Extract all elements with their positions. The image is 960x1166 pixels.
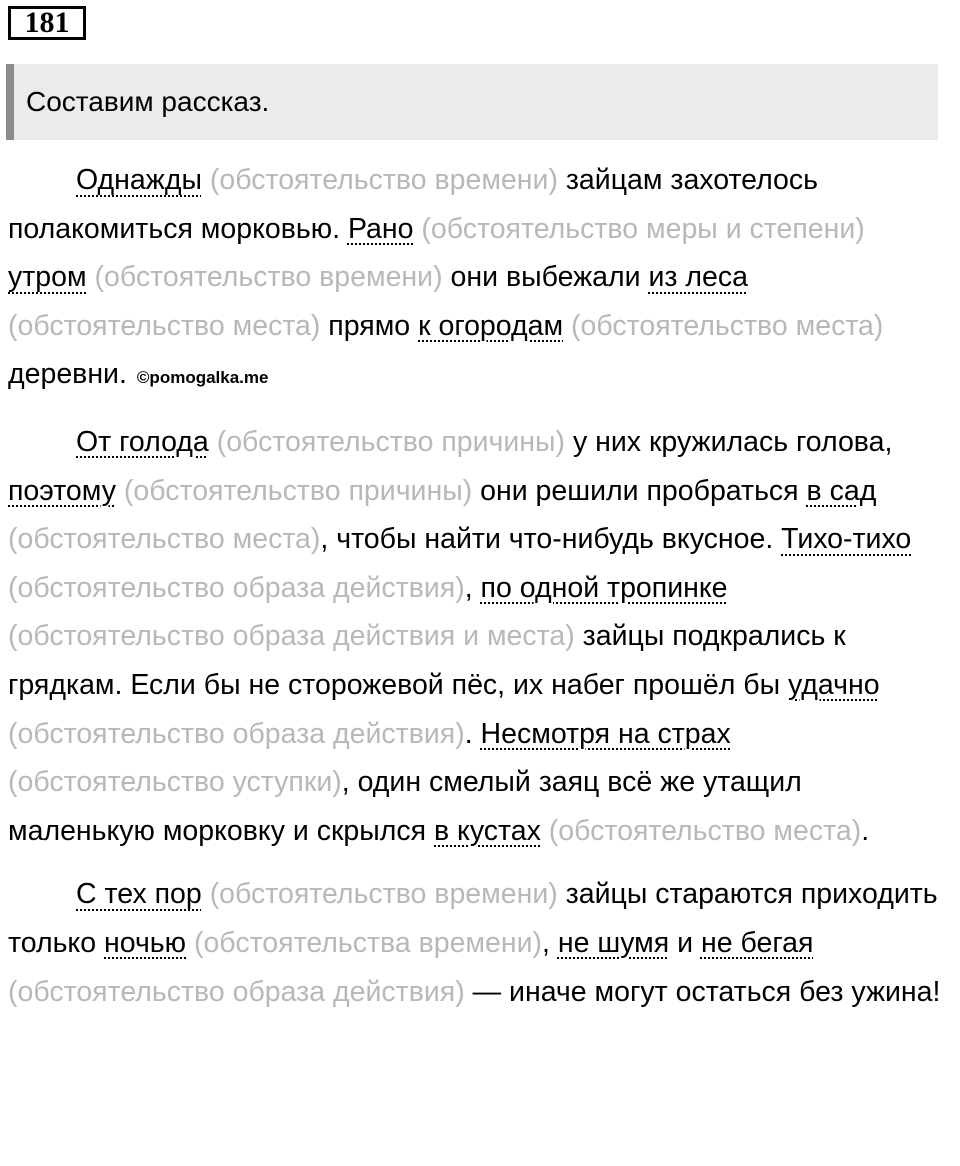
text: , чтобы найти что-нибудь вкусное. bbox=[320, 523, 782, 556]
adverbial: к огородам bbox=[418, 309, 564, 342]
annotation: (обстоятельства времени) bbox=[193, 926, 543, 959]
paragraph-2 bbox=[8, 418, 944, 855]
adverbial: не бегая bbox=[700, 926, 814, 959]
text: и bbox=[669, 926, 701, 959]
adverbial: Несмотря на страх bbox=[480, 717, 731, 750]
annotation: (обстоятельство места) bbox=[8, 309, 321, 342]
task-number: 181 bbox=[8, 6, 86, 40]
adverbial: Тихо-тихо bbox=[781, 523, 912, 556]
text: зайцы стараются приходить только bbox=[8, 878, 938, 959]
text: прямо bbox=[320, 309, 419, 342]
annotation: (обстоятельство образа действия) bbox=[8, 571, 465, 604]
text: , bbox=[542, 926, 558, 959]
text: — иначе могут остаться без ужина! bbox=[464, 975, 941, 1008]
adverbial: Рано bbox=[347, 212, 414, 245]
annotation: (обстоятельство образа действия) bbox=[8, 975, 465, 1008]
text: зайцы подкрались к грядкам. Если бы не сторожевой пёс, их набег прошёл бы bbox=[8, 620, 846, 701]
adverbial: Однажды bbox=[76, 164, 202, 196]
text: . bbox=[464, 717, 481, 750]
text: . bbox=[861, 814, 870, 847]
adverbial: по одной тропинке bbox=[480, 571, 728, 604]
paragraph-3 bbox=[8, 870, 944, 1016]
annotation: (обстоятельство образа действия и места) bbox=[8, 620, 575, 653]
annotation: (обстоятельство причины) bbox=[123, 474, 473, 507]
text: они решили пробраться bbox=[472, 474, 807, 507]
watermark: ©pomogalka.me bbox=[136, 368, 269, 388]
annotation: (обстоятельство уступки) bbox=[8, 766, 342, 799]
text: у них кружилась голова, bbox=[565, 425, 893, 458]
adverbial: в кустах bbox=[434, 814, 541, 847]
adverbial: С тех пор bbox=[76, 878, 202, 911]
text: , bbox=[464, 571, 481, 604]
annotation: (обстоятельство времени) bbox=[94, 261, 443, 294]
adverbial: поэтому bbox=[8, 474, 116, 507]
annotation: (обстоятельство места) bbox=[548, 814, 862, 847]
annotation: (обстоятельство меры и степени) bbox=[421, 212, 865, 245]
annotation: (обстоятельство времени) bbox=[209, 878, 558, 911]
adverbial: из леса bbox=[648, 261, 748, 294]
story bbox=[8, 156, 944, 1031]
annotation: (обстоятельство причины) bbox=[216, 425, 566, 458]
task-title: Составим рассказ. bbox=[6, 64, 938, 140]
annotation: (обстоятельство времени) bbox=[209, 164, 558, 196]
adverbial: От голода bbox=[76, 425, 209, 458]
text: деревни. bbox=[8, 358, 127, 391]
adverbial: не шумя bbox=[557, 926, 670, 959]
annotation: (обстоятельство места) bbox=[8, 523, 321, 556]
adverbial: утром bbox=[8, 261, 87, 294]
annotation: (обстоятельство места) bbox=[571, 309, 884, 342]
text: зайцам захотелось полакомиться морковью. bbox=[8, 164, 818, 245]
annotation: (обстоятельство образа действия) bbox=[8, 717, 465, 750]
adverbial: удачно bbox=[787, 668, 880, 701]
text: , один смелый заяц всё же утащил маленькую морковку и скрылся bbox=[8, 766, 802, 847]
paragraph-1 bbox=[8, 156, 944, 403]
adverbial: в сад bbox=[806, 474, 877, 507]
text: они выбежали bbox=[442, 261, 649, 294]
adverbial: ночью bbox=[104, 926, 187, 959]
